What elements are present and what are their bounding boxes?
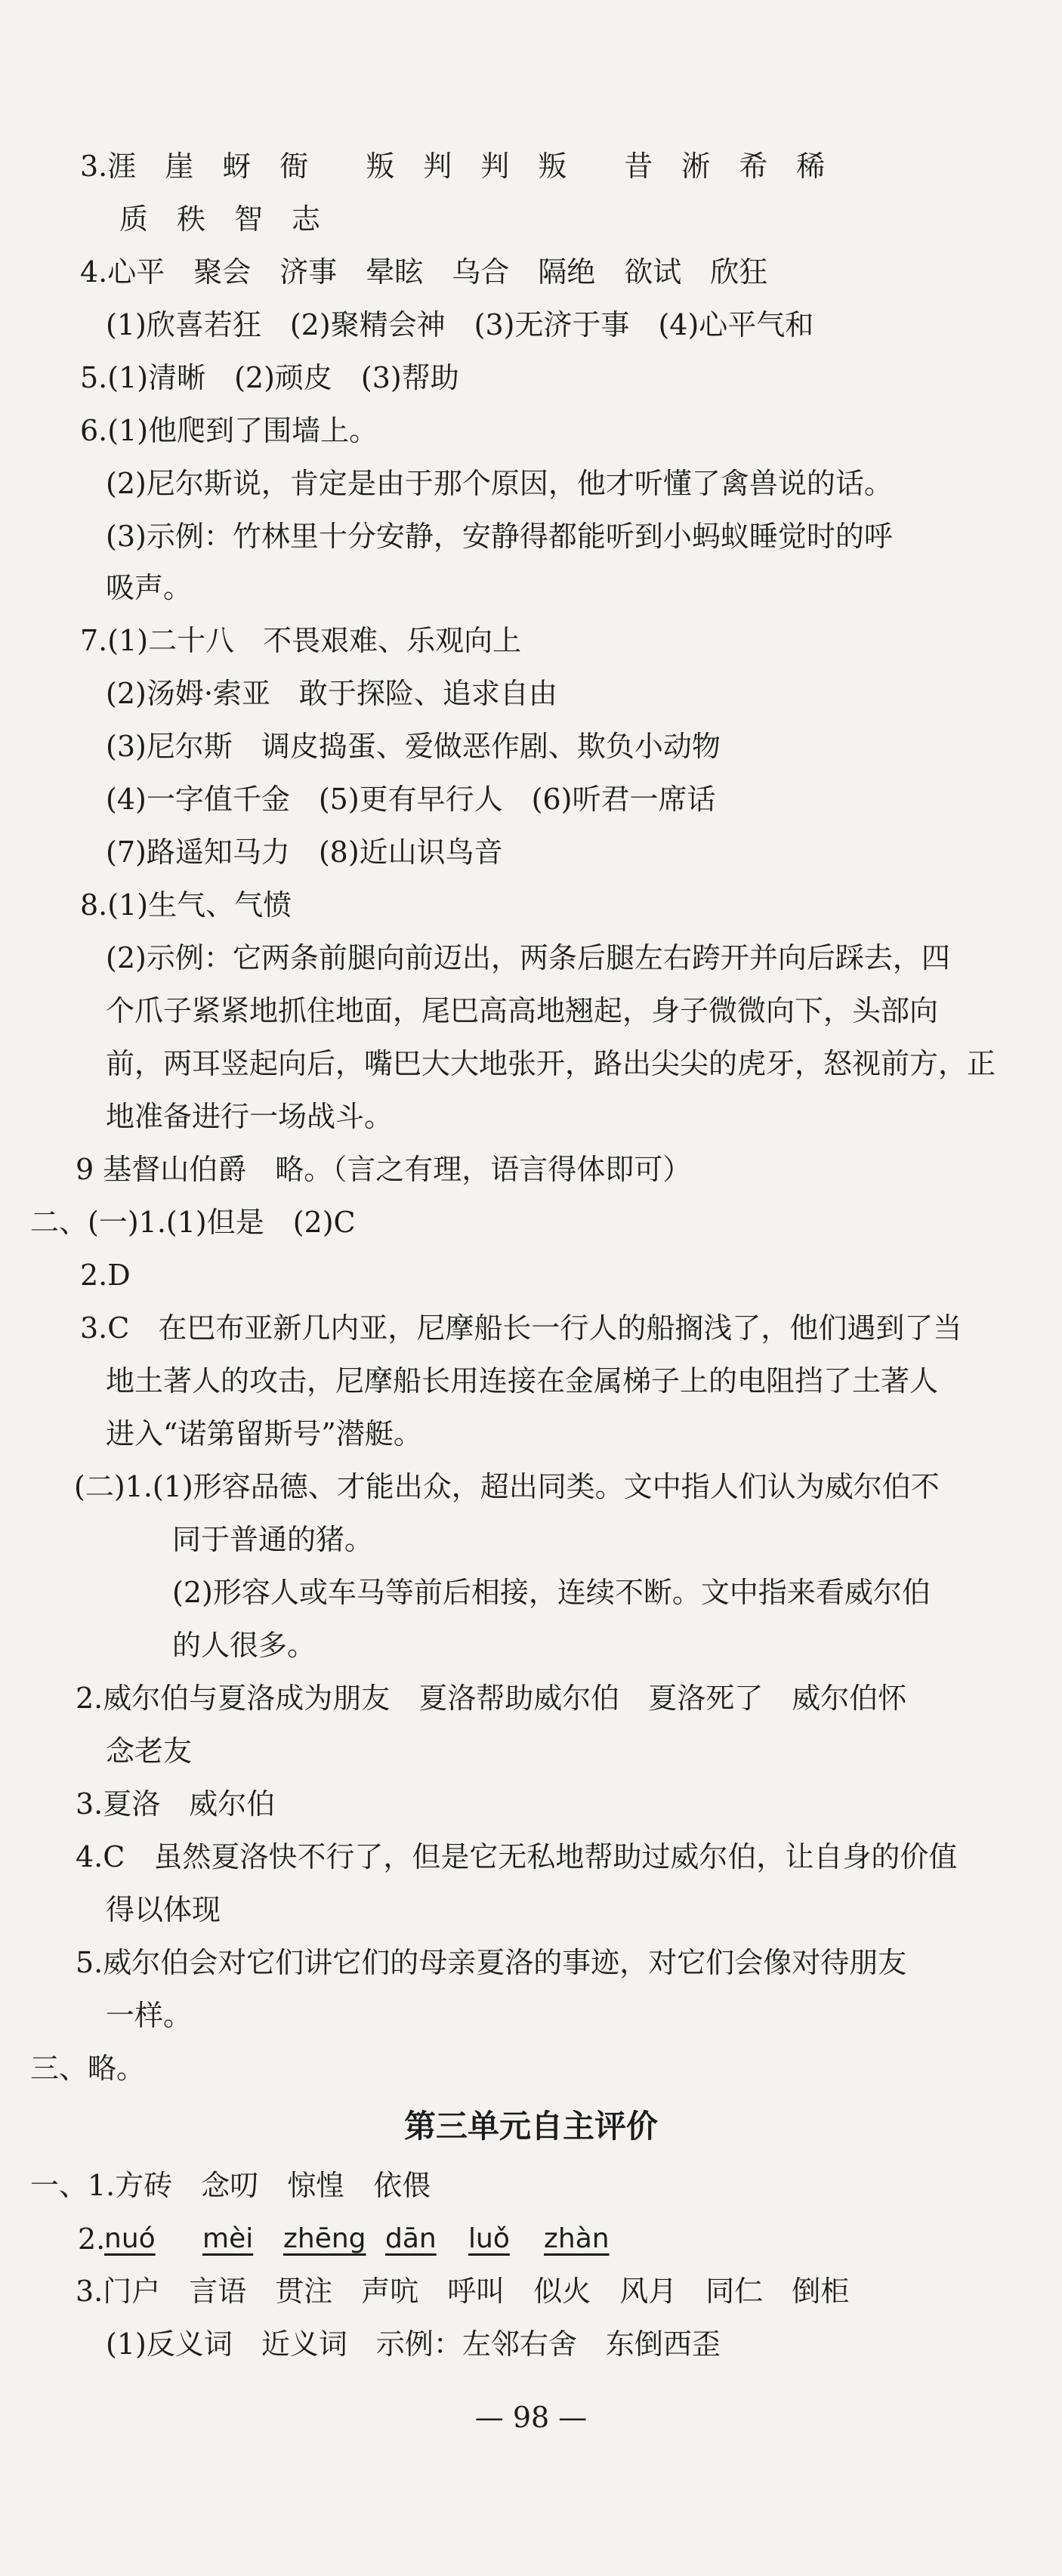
text-line: 7.(1)二十八 不畏艰难、乐观向上	[80, 624, 522, 657]
text-line: (1)欣喜若狂 (2)聚精会神 (3)无济于事 (4)心平气和	[106, 308, 814, 341]
text-line: 个爪子紧紧地抓住地面，尾巴高高地翘起，身子微微向下，头部向	[106, 994, 939, 1027]
text-line: 质 秩 智 志	[119, 202, 321, 236]
text-line: 得以体现	[106, 1893, 221, 1926]
text-line: 3.夏洛 威尔伯	[76, 1787, 276, 1821]
text-line: 前，两耳竖起向后，嘴巴大大地张开，路出尖尖的虎牙，怒视前方，正	[106, 1047, 996, 1080]
pinyin-item: zhàn	[544, 2223, 610, 2254]
text-line: 9 基督山伯爵 略。（言之有理，语言得体即可）	[76, 1153, 692, 1186]
text-line: 二、(一)1.(1)但是 (2)C	[30, 1206, 356, 1239]
text-line: 6.(1)他爬到了围墙上。	[80, 414, 378, 447]
text-line: 念老友	[106, 1734, 193, 1768]
text-line: (1)反义词 近义词 示例：左邻右舍 东倒西歪	[106, 2327, 721, 2361]
text-line: (2)示例：它两条前腿向前迈出，两条后腿左右跨开并向后踩去，四	[106, 941, 950, 974]
text-line: 的人很多。	[172, 1629, 316, 1662]
text-line: 3.门户 言语 贯注 声吭 呼叫 似火 风月 同仁 倒柜	[76, 2275, 850, 2308]
text-line: 同于普通的猪。	[172, 1523, 374, 1556]
text-line: (4)一字值千金 (5)更有早行人 (6)听君一席话	[106, 783, 716, 816]
section-title: 第三单元自主评价	[403, 2108, 658, 2145]
text-line: (二)1.(1)形容品德、才能出众，超出同类。文中指人们认为威尔伯不	[74, 1470, 940, 1503]
pinyin-label: 2.	[78, 2222, 106, 2256]
text-line: 进入“诺第留斯号”潜艇。	[106, 1417, 422, 1450]
text-line: 5.(1)清晰 (2)顽皮 (3)帮助	[80, 361, 459, 394]
text-line: 一、1.方砖 念叨 惊惶 依偎	[30, 2169, 431, 2202]
text-line: 一样。	[106, 1999, 193, 2032]
page-number: — 98 —	[474, 2401, 588, 2434]
text-line: 5.威尔伯会对它们讲它们的母亲夏洛的事迹，对它们会像对待朋友	[76, 1946, 907, 1979]
pinyin-item: luǒ	[468, 2223, 510, 2254]
text-line: 2.威尔伯与夏洛成为朋友 夏洛帮助威尔伯 夏洛死了 威尔伯怀	[76, 1682, 907, 1715]
pinyin-item: dān	[385, 2223, 437, 2254]
text-line: 8.(1)生气、气愤	[80, 888, 292, 922]
text-line: (2)汤姆·索亚 敢于探险、追求自由	[106, 677, 557, 710]
text-line: 2.D	[80, 1259, 131, 1292]
text-line: (7)路遥知马力 (8)近山识鸟音	[106, 836, 503, 869]
text-line: 地土著人的攻击，尼摩船长用连接在金属梯子上的电阻挡了土著人	[106, 1364, 939, 1398]
text-line: 吸声。	[106, 571, 193, 604]
text-line: 3.C 在巴布亚新几内亚，尼摩船长一行人的船搁浅了，他们遇到了当	[80, 1311, 962, 1345]
text-line: (2)尼尔斯说，肯定是由于那个原因，他才听懂了禽兽说的话。	[106, 467, 893, 500]
text-line: 三、略。	[30, 2052, 146, 2085]
pinyin-item: nuó	[104, 2223, 156, 2254]
text-line: (3)尼尔斯 调皮捣蛋、爱做恶作剧、欺负小动物	[106, 730, 721, 763]
text-line: (3)示例：竹林里十分安静，安静得都能听到小蚂蚁睡觉时的呼	[106, 520, 893, 553]
text-line: 地准备进行一场战斗。	[106, 1100, 394, 1133]
pinyin-item: mèi	[202, 2223, 254, 2254]
text-line: (2)形容人或车马等前后相接，连续不断。文中指来看威尔伯	[172, 1576, 931, 1609]
text-line: 4.心平 聚会 济事 晕眩 乌合 隔绝 欲试 欣狂	[80, 255, 768, 289]
pinyin-item: zhēng	[283, 2223, 366, 2254]
text-line: 4.C 虽然夏洛快不行了，但是它无私地帮助过威尔伯，让自身的价值	[76, 1840, 958, 1873]
text-line: 3.涯 崖 蚜 衙 叛 判 判 叛 昔 淅 希 稀	[80, 150, 826, 183]
